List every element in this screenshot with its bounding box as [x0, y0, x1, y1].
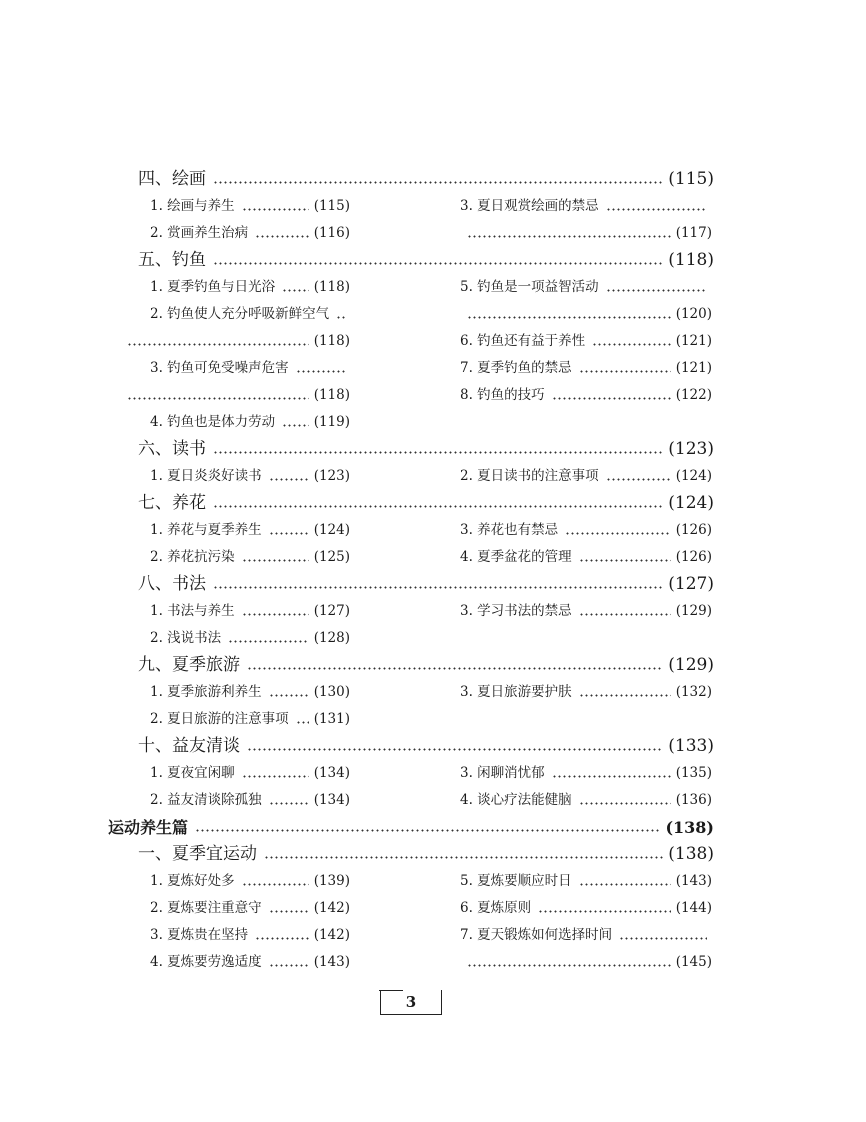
entry-page: (121) [675, 360, 712, 376]
dot-leader [269, 694, 309, 697]
dot-leader [242, 559, 309, 562]
entry-title: 8. 钓鱼的技巧 [460, 387, 545, 403]
toc-subentry[interactable] [150, 274, 350, 301]
entry-title: 1. 养花与夏季养生 [150, 522, 262, 538]
dot-leader [242, 208, 309, 211]
entry-page: (128) [313, 630, 350, 646]
entry-page: (133) [668, 736, 714, 756]
entry-page: (118) [313, 333, 350, 349]
dot-leader [467, 235, 671, 238]
toc-subrow [0, 787, 866, 814]
toc-subentry[interactable] [460, 598, 712, 625]
entry-page: (145) [675, 954, 712, 970]
dot-leader [242, 775, 309, 778]
toc-subentry[interactable] [150, 598, 350, 625]
entry-title: 7. 夏季钓鱼的禁忌 [460, 360, 572, 376]
dot-leader [213, 586, 663, 589]
entry-title: 2. 赏画养生治病 [150, 225, 249, 241]
entry-page: (129) [675, 603, 712, 619]
dot-leader [127, 397, 309, 400]
entry-title: 4. 谈心疗法能健脑 [460, 792, 572, 808]
entry-title: 1. 夏季钓鱼与日光浴 [150, 279, 276, 295]
entry-title: 2. 钓鱼使人充分呼吸新鲜空气 [150, 306, 330, 322]
toc-subentry[interactable] [460, 949, 712, 976]
entry-page: (143) [675, 873, 712, 889]
entry-page: (118) [668, 250, 714, 270]
toc-chapter-heading [0, 841, 866, 868]
toc-heading-entry[interactable] [138, 166, 714, 193]
entry-title: 1. 夏季旅游利养生 [150, 684, 262, 700]
toc-subrow [0, 706, 866, 733]
dot-leader [242, 883, 309, 886]
entry-title: 3. 夏日旅游要护肤 [460, 684, 572, 700]
entry-page: (135) [675, 765, 712, 781]
dot-leader [619, 937, 707, 940]
toc-subentry[interactable] [150, 517, 350, 544]
entry-page: (144) [675, 900, 712, 916]
dot-leader [228, 640, 309, 643]
toc-heading-entry[interactable] [138, 571, 714, 598]
toc-heading-entry[interactable] [138, 436, 714, 463]
dot-leader [213, 262, 663, 265]
dot-leader [282, 289, 309, 292]
toc-subentry[interactable] [460, 895, 712, 922]
toc-chapter-heading [0, 247, 866, 274]
entry-page: (127) [313, 603, 350, 619]
toc-subrow [0, 922, 866, 949]
toc-subentry[interactable] [460, 328, 712, 355]
entry-page: (136) [675, 792, 712, 808]
entry-page: (121) [675, 333, 712, 349]
dot-leader [255, 937, 309, 940]
entry-title: 1. 绘画与养生 [150, 198, 235, 214]
toc-subentry[interactable] [460, 787, 712, 814]
dot-leader [336, 316, 345, 319]
entry-page: (118) [313, 279, 350, 295]
entry-page: (115) [313, 198, 350, 214]
entry-page: (119) [313, 414, 350, 430]
dot-leader [296, 721, 309, 724]
dot-leader [269, 910, 309, 913]
toc-subentry[interactable] [460, 193, 712, 220]
dot-leader [264, 856, 663, 859]
entry-title: 四、绘画 [138, 169, 206, 189]
entry-page: (126) [675, 549, 712, 565]
dot-leader [269, 802, 309, 805]
entry-page: (131) [313, 711, 350, 727]
toc-subentry[interactable] [150, 355, 350, 382]
entry-page: (116) [313, 225, 350, 241]
toc-subrow [0, 625, 866, 652]
dot-leader [552, 775, 671, 778]
entry-title: 1. 夏日炎炎好读书 [150, 468, 262, 484]
toc-chapter-heading [0, 652, 866, 679]
entry-title: 6. 钓鱼还有益于养性 [460, 333, 586, 349]
entry-page: (138) [665, 818, 714, 837]
entry-title: 六、读书 [138, 439, 206, 459]
dot-leader [269, 964, 309, 967]
toc-subentry[interactable] [120, 382, 350, 409]
dot-leader [467, 964, 671, 967]
toc-subentry[interactable] [150, 463, 350, 490]
toc-heading-entry[interactable] [138, 841, 714, 868]
toc-subrow [0, 463, 866, 490]
dot-leader [247, 667, 663, 670]
dot-leader [195, 829, 660, 832]
entry-title: 3. 夏炼贵在坚持 [150, 927, 249, 943]
toc-chapter-heading [0, 490, 866, 517]
toc-subentry[interactable] [460, 679, 712, 706]
dot-leader [269, 532, 309, 535]
toc-heading-entry[interactable] [138, 247, 714, 274]
entry-title: 1. 书法与养生 [150, 603, 235, 619]
dot-leader [579, 802, 671, 805]
entry-page: (134) [313, 792, 350, 808]
toc-subentry[interactable] [120, 328, 350, 355]
dot-leader [579, 883, 671, 886]
toc-subentry[interactable] [150, 868, 350, 895]
toc-subentry[interactable] [460, 463, 712, 490]
dot-leader [467, 316, 671, 319]
entry-page: (120) [675, 306, 712, 322]
entry-title: 2. 夏日旅游的注意事项 [150, 711, 289, 727]
toc-subrow [0, 355, 866, 382]
entry-title: 十、益友清谈 [138, 736, 240, 756]
toc-chapter-heading [0, 436, 866, 463]
toc-subrow [0, 301, 866, 328]
dot-leader [213, 505, 663, 508]
toc-subrow [0, 544, 866, 571]
toc-subentry[interactable] [460, 544, 712, 571]
entry-title: 五、钓鱼 [138, 250, 206, 270]
dot-leader [579, 694, 671, 697]
toc-heading-entry[interactable] [138, 733, 714, 760]
entry-page: (117) [675, 225, 712, 241]
toc-subrow [0, 328, 866, 355]
dot-leader [552, 397, 671, 400]
entry-page: (124) [313, 522, 350, 538]
toc-subrow [0, 193, 866, 220]
toc-subrow [0, 949, 866, 976]
entry-page: (138) [668, 844, 714, 864]
toc-subentry[interactable] [150, 409, 350, 436]
toc-subentry[interactable] [460, 301, 712, 328]
entry-title: 5. 钓鱼是一项益智活动 [460, 279, 599, 295]
entry-title: 运动养生篇 [108, 818, 189, 837]
toc-subentry[interactable] [460, 355, 712, 382]
toc-subentry[interactable] [460, 382, 712, 409]
entry-title: 一、夏季宜运动 [138, 844, 257, 864]
entry-title: 3. 钓鱼可免受噪声危害 [150, 360, 289, 376]
toc-subrow [0, 895, 866, 922]
entry-title: 7. 夏天锻炼如何选择时间 [460, 927, 613, 943]
dot-leader [579, 370, 671, 373]
entry-page: (132) [675, 684, 712, 700]
table-of-contents [0, 166, 866, 976]
dot-leader [296, 370, 345, 373]
entry-page: (123) [668, 439, 714, 459]
entry-page: (126) [675, 522, 712, 538]
entry-page: (130) [313, 684, 350, 700]
toc-heading-entry[interactable] [108, 814, 714, 841]
toc-subentry[interactable] [460, 517, 712, 544]
entry-page: (134) [313, 765, 350, 781]
toc-subentry[interactable] [460, 274, 712, 301]
entry-title: 4. 夏炼要劳逸适度 [150, 954, 262, 970]
toc-subentry[interactable] [150, 787, 350, 814]
dot-leader [606, 289, 707, 292]
entry-title: 1. 夏夜宜闲聊 [150, 765, 235, 781]
dot-leader [213, 181, 663, 184]
toc-subentry[interactable] [150, 544, 350, 571]
entry-title: 2. 夏炼要注重意守 [150, 900, 262, 916]
toc-chapter-heading [0, 166, 866, 193]
dot-leader [255, 235, 309, 238]
toc-subentry[interactable] [460, 868, 712, 895]
entry-page: (142) [313, 900, 350, 916]
dot-leader [127, 343, 309, 346]
entry-title: 6. 夏炼原则 [460, 900, 532, 916]
toc-subrow [0, 274, 866, 301]
toc-subrow [0, 679, 866, 706]
toc-heading-entry[interactable] [138, 652, 714, 679]
dot-leader [565, 532, 671, 535]
toc-subentry[interactable] [150, 625, 350, 652]
dot-leader [538, 910, 671, 913]
toc-chapter-heading [0, 571, 866, 598]
toc-subentry[interactable] [150, 220, 350, 247]
entry-title: 七、养花 [138, 493, 206, 513]
entry-title: 2. 浅说书法 [150, 630, 222, 646]
dot-leader [606, 478, 671, 481]
entry-page: (118) [313, 387, 350, 403]
entry-title: 4. 钓鱼也是体力劳动 [150, 414, 276, 430]
dot-leader [247, 748, 663, 751]
dot-leader [282, 424, 309, 427]
toc-subrow [0, 598, 866, 625]
toc-subentry[interactable] [150, 922, 350, 949]
dot-leader [269, 478, 309, 481]
entry-title: 2. 养花抗污染 [150, 549, 235, 565]
entry-page: (122) [675, 387, 712, 403]
toc-subentry[interactable] [460, 922, 712, 949]
dot-leader [592, 343, 671, 346]
toc-chapter-heading [0, 733, 866, 760]
dot-leader [579, 559, 671, 562]
entry-title: 2. 益友清谈除孤独 [150, 792, 262, 808]
page-number: 3 [380, 990, 442, 1015]
entry-page: (115) [668, 169, 714, 189]
dot-leader [579, 613, 671, 616]
toc-subrow [0, 409, 866, 436]
entry-page: (143) [313, 954, 350, 970]
entry-title: 八、书法 [138, 574, 206, 594]
dot-leader [242, 613, 309, 616]
entry-title: 4. 夏季盆花的管理 [460, 549, 572, 565]
entry-page: (139) [313, 873, 350, 889]
toc-subrow [0, 220, 866, 247]
entry-page: (124) [668, 493, 714, 513]
entry-title: 3. 夏日观赏绘画的禁忌 [460, 198, 599, 214]
entry-title: 2. 夏日读书的注意事项 [460, 468, 599, 484]
entry-page: (123) [313, 468, 350, 484]
entry-title: 3. 养花也有禁忌 [460, 522, 559, 538]
entry-title: 九、夏季旅游 [138, 655, 240, 675]
toc-subrow [0, 868, 866, 895]
toc-heading-entry[interactable] [138, 490, 714, 517]
entry-page: (127) [668, 574, 714, 594]
dot-leader [213, 451, 663, 454]
toc-subentry[interactable] [150, 949, 350, 976]
toc-subentry[interactable] [150, 679, 350, 706]
entry-title: 1. 夏炼好处多 [150, 873, 235, 889]
toc-subrow [0, 382, 866, 409]
entry-page: (142) [313, 927, 350, 943]
entry-title: 3. 学习书法的禁忌 [460, 603, 572, 619]
toc-subentry[interactable] [460, 760, 712, 787]
toc-subentry[interactable] [460, 220, 712, 247]
entry-page: (125) [313, 549, 350, 565]
entry-page: (129) [668, 655, 714, 675]
toc-subentry[interactable] [150, 706, 350, 733]
entry-title: 5. 夏炼要顺应时日 [460, 873, 572, 889]
toc-subentry[interactable] [150, 895, 350, 922]
entry-page: (124) [675, 468, 712, 484]
toc-subrow [0, 760, 866, 787]
toc-subentry[interactable] [150, 193, 350, 220]
toc-subrow [0, 517, 866, 544]
dot-leader [606, 208, 707, 211]
toc-subentry[interactable] [150, 760, 350, 787]
toc-subentry[interactable] [150, 301, 350, 328]
entry-title: 3. 闲聊消忧郁 [460, 765, 545, 781]
toc-part-heading [0, 814, 866, 841]
